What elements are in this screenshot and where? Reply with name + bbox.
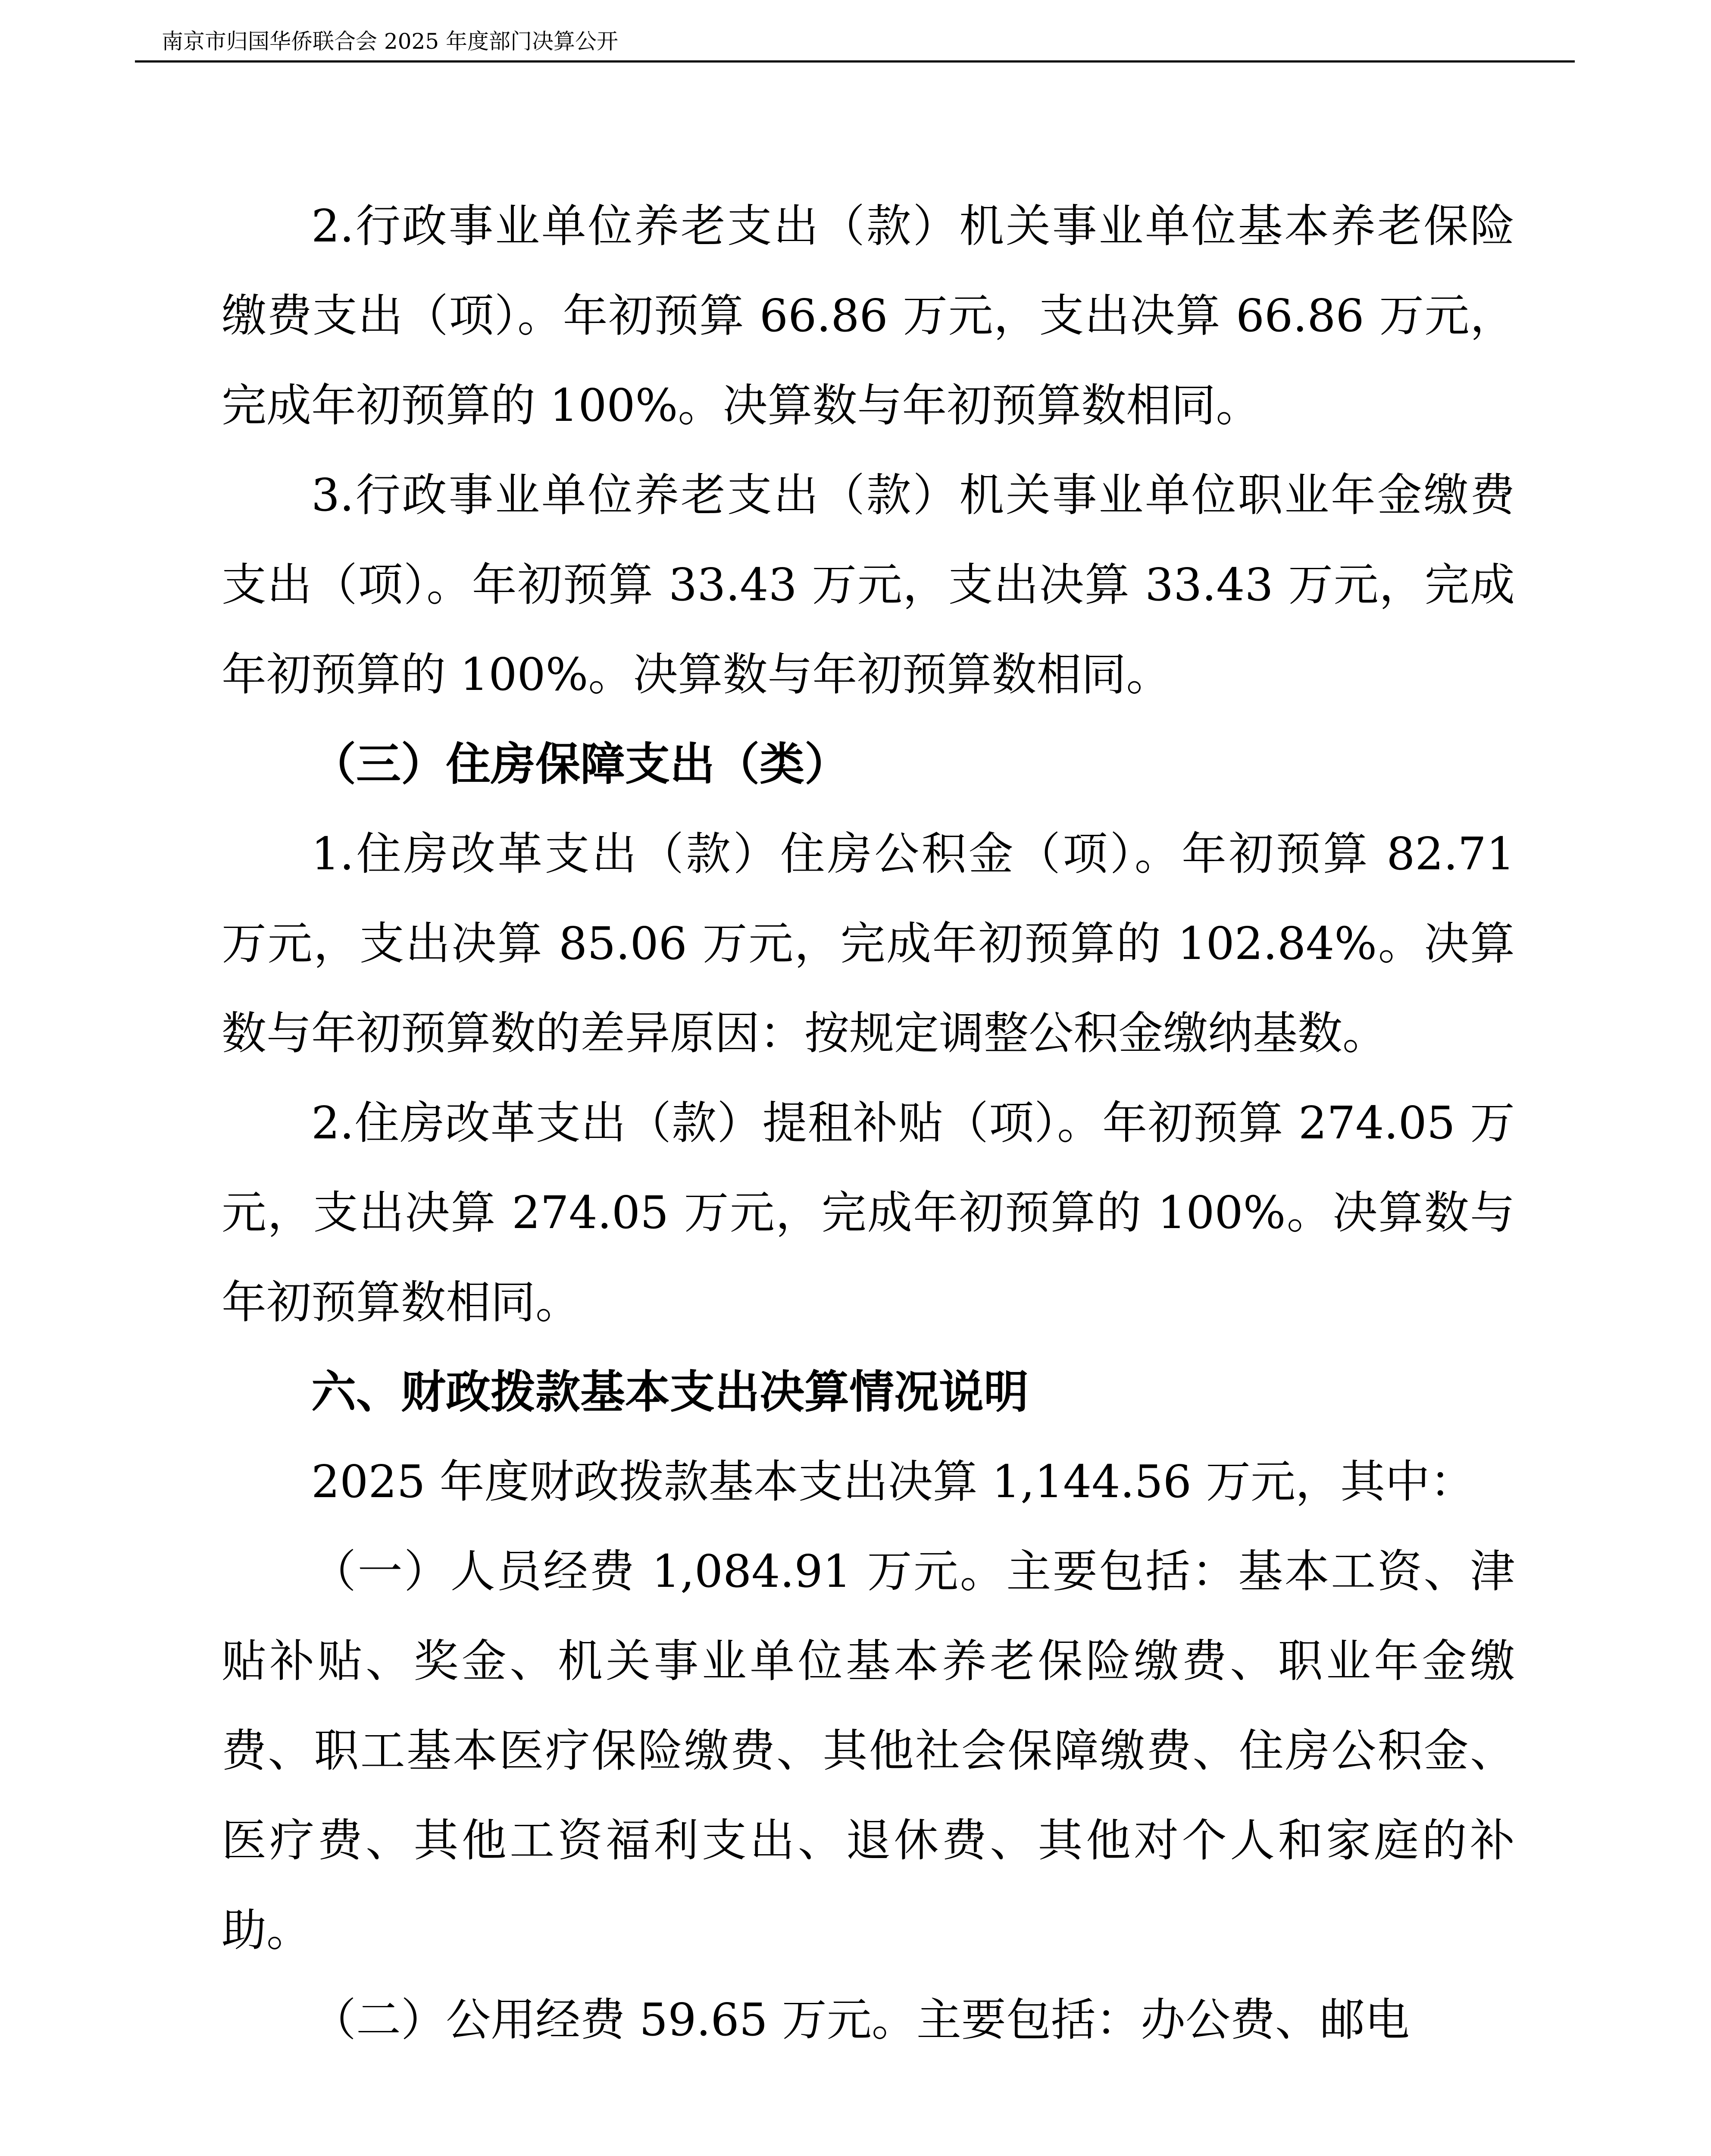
- paragraph-pension-basic: 2.行政事业单位养老支出（款）机关事业单位基本养老保险缴费支出（项）。年初预算 66.86 万元，支出决算 66.86 万元，完成年初预算的 100%。决算数与年初预算数相同。: [222, 200, 1515, 432]
- document-body: [222, 181, 1515, 2065]
- paragraph-personnel-expenses: （一）人员经费 1,084.91 万元。主要包括：基本工资、津贴补贴、奖金、机关事业单位基本养老保险缴费、职业年金缴费、职工基本医疗保险缴费、其他社会保障缴费、住房公积金、医疗费、其他工资福利支出、退休费、其他对个人和家庭的补助。: [222, 1545, 1515, 1956]
- section-heading-basic-expenditure: 六、财政拨款基本支出决算情况说明: [311, 1365, 1029, 1418]
- paragraph-pension-annuity: 3.行政事业单位养老支出（款）机关事业单位职业年金缴费支出（项）。年初预算 33.43 万元，支出决算 33.43 万元，完成年初预算的 100%。决算数与年初预算数相同。: [222, 469, 1515, 701]
- section-heading-housing: （三）住房保障支出（类）: [311, 737, 850, 790]
- paragraph-housing-fund: 1.住房改革支出（款）住房公积金（项）。年初预算 82.71 万元，支出决算 85.06 万元，完成年初预算的 102.84%。决算数与年初预算数的差异原因：按规定调整公积金缴纳基数。: [222, 827, 1515, 1059]
- paragraph-basic-expenditure-total: 2025 年度财政拨款基本支出决算 1,144.56 万元，其中：: [311, 1455, 1475, 1508]
- paragraph-rent-subsidy: 2.住房改革支出（款）提租补贴（项）。年初预算 274.05 万元，支出决算 274.05 万元，完成年初预算的 100%。决算数与年初预算数相同。: [222, 1097, 1515, 1329]
- paragraph-public-expenses: （二）公用经费 59.65 万元。主要包括：办公费、邮电: [311, 1993, 1410, 2046]
- page-header: [135, 22, 1575, 63]
- page-header-title: 南京市归国华侨联合会 2025 年度部门决算公开: [162, 29, 619, 54]
